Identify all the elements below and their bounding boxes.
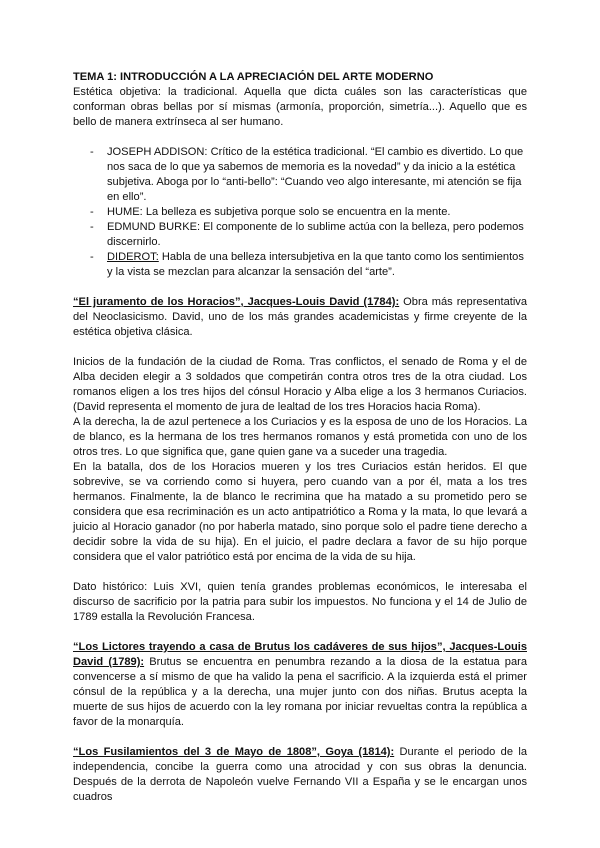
document-page [73, 70, 527, 805]
section-heading: “Los Fusilamientos del 3 de Mayo de 1808”, Goya (1814): [73, 746, 395, 758]
spacer [73, 625, 527, 640]
spacer [73, 130, 527, 145]
list-item-text: HUME: La belleza es subjetiva porque solo se encuentra en la mente. [107, 206, 451, 218]
paragraph-derecha: A la derecha, la de azul pertenece a los Curiacios y es la esposa de uno de los Horacios. La de blanco, es la hermana de los tres hermanos romanos y está prometida con uno de los otros tres. Lo que significa que, gane quien gane va a suceder una tragedia. [73, 416, 527, 458]
list-item-text: EDMUND BURKE: El componente de lo sublime actúa con la belleza, pero podemos discernirlo. [107, 221, 524, 248]
spacer [73, 280, 527, 295]
author-list [73, 145, 527, 280]
list-item-text: Habla de una belleza intersubjetiva en la que tanto como los sentimientos y la vista se mezclan para alcanzar la sensación del “arte”. [107, 251, 524, 278]
section-heading: “Los Lictores trayendo a casa de Brutus los cadáveres de sus hijos”, Jacques-Louis David (1789): [73, 641, 527, 668]
list-item-burke [73, 220, 527, 250]
list-item-diderot [73, 250, 527, 280]
list-item-lead: DIDEROT: [107, 251, 159, 263]
list-dash: - [90, 206, 94, 218]
section-heading: “El juramento de los Horacios”, Jacques-Louis David (1784): [73, 296, 400, 308]
section-text: Brutus se encuentra en penumbra rezando a la diosa de la estatua para convencerse a sí mismo de que ha valido la pena el sacrificio. A la izquierda está el primer cónsul de la república y a la derecha, una mujer junto con dos niñas. Brutus acepta la muerte de sus hijos de acuerdo con la ley romana por iniciar revueltas contra la república a favor de la monarquía. [73, 656, 527, 728]
list-dash: - [90, 251, 94, 263]
paragraph-dato-historico: Dato histórico: Luis XVI, quien tenía grandes problemas económicos, le interesaba el discurso de sacrificio por la patria para subir los impuestos. No funciona y el 14 de Julio de 1789 estalla la Revolución Francesa. [73, 581, 527, 623]
intro-paragraph: Estética objetiva: la tradicional. Aquella que dicta cuáles son las características que conforman obras bellas por sí mismas (armonía, proporción, simetría...). Aquello que es bello de manera extrínseca al ser humano. [73, 86, 527, 128]
paragraph-batalla: En la batalla, dos de los Horacios mueren y los tres Curiacios están heridos. El que sobrevive, se va corriendo como si huyera, pero cuando van a por él, mata a los tres hermanos. Finalmente, la de blanco le recrimina que ha matado a su prometido pero se considera que esa recriminación es un acto antipatriótico a Roma y la mata, lo que levará a juicio al Horacio ganador (no por haberla matado, sino porque solo el padre tiene derecho a decidir sobre la vida de su hija). En el juicio, el padre declara a favor de su hijo porque considera que el valor patriótico está por encima de la vida de su hija. [73, 461, 527, 563]
section-lictores [73, 640, 527, 730]
list-dash: - [90, 146, 94, 158]
spacer [73, 730, 527, 745]
list-item-hume [73, 205, 527, 220]
list-item-addison [73, 145, 527, 205]
spacer [73, 340, 527, 355]
list-item-text: JOSEPH ADDISON: Crítico de la estética tradicional. “El cambio es divertido. Lo que nos saca de lo que ya sabemos de memoria es la novedad” y da inicio a la estética subjetiva. Aboga por lo “anti-bello”: “Cuando veo algo interesante, mi atención se fija en ello”. [107, 146, 524, 203]
list-dash: - [90, 221, 94, 233]
section-fusilamientos [73, 745, 527, 805]
paragraph-fundacion: Inicios de la fundación de la ciudad de Roma. Tras conflictos, el senado de Roma y el de Alba deciden elegir a 3 soldados que competirán contra otros tres de la otra ciudad. Los romanos eligen a los tres hijos del cónsul Horacio y Alba elige a los 3 hermanos Curiacios. (David representa el momento de jura de lealtad de los tres Horacios hacia Roma). [73, 356, 527, 413]
document-title: TEMA 1: INTRODUCCIÓN A LA APRECIACIÓN DEL ARTE MODERNO [73, 71, 434, 83]
section-horacios [73, 295, 527, 340]
spacer [73, 565, 527, 580]
section-text: Obra más representativa del Neoclasicismo. David, uno de los más grandes academicistas y firme creyente de la estética objetiva clásica. [73, 296, 527, 338]
section-text: Durante el periodo de la independencia, concibe la guerra como una atrocidad y con sus obras la denuncia. Después de la derrota de Napoleón vuelve Fernando VII a España y se le encargan unos cuadros [73, 746, 527, 803]
